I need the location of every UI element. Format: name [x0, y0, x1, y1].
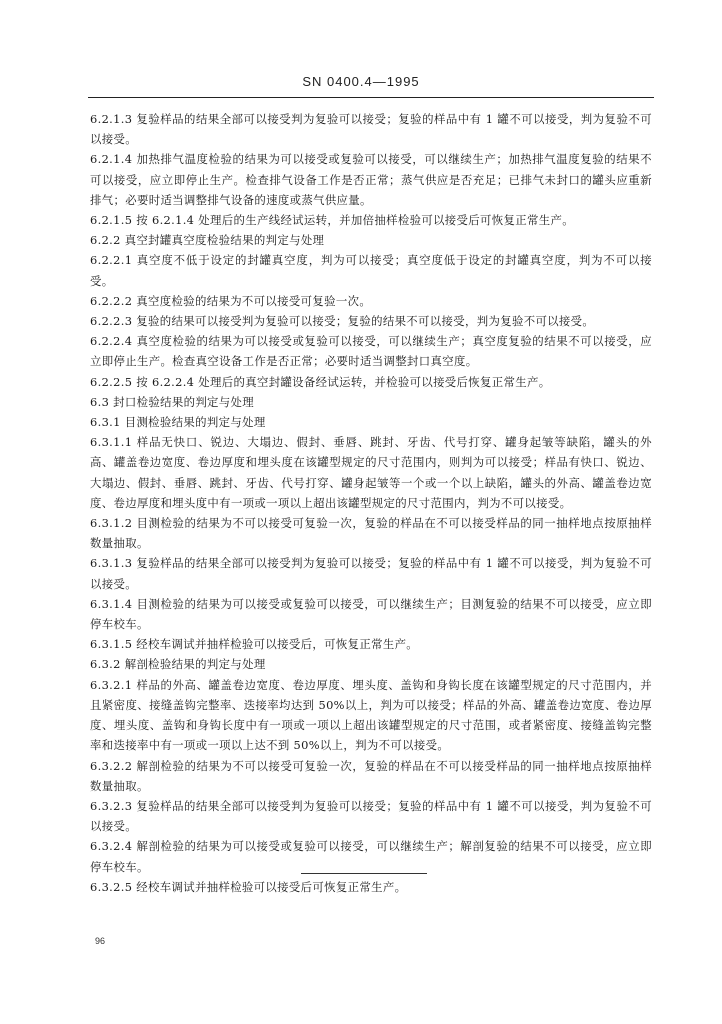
clause-6-3-1-1: 6.3.1.1 样品无快口、锐边、大塌边、假封、垂唇、跳封、牙齿、代号打穿、罐身起皱等缺陷，罐头的外高、罐盖卷边宽度、卷边厚度和埋头度在该罐型规定的尺寸范围内，则判为可以接受；样品有快口、锐边、大塌边、假封、垂唇、跳封、牙齿、代号打穿、罐身起皱等一个或一个以上缺陷，罐头的外高、罐盖卷边宽度、卷边厚度和埋头度中有一项或一项以上超出该罐型规定的尺寸范围内，判为不可以接受。 — [90, 435, 652, 510]
clause-6-2-2-5: 6.2.2.5 按 6.2.2.4 处理后的真空封罐设备经试运转，并检验可以接受后恢复正常生产。 — [90, 374, 551, 389]
clause-6-3-1-2: 6.3.1.2 目测检验的结果为不可以接受可复验一次，复验的样品在不可以接受样品的同一抽样地点按原抽样数量抽取。 — [90, 516, 652, 551]
section-6-3-heading: 6.3 封口检验结果的判定与处理 — [90, 394, 255, 409]
clause-6-3-2-3: 6.3.2.3 复验样品的结果全部可以接受判为复验可以接受；复验的样品中有 1 罐不可以接受，判为复验不可以接受。 — [90, 798, 652, 834]
clause-6-3-2-1: 6.3.2.1 样品的外高、罐盖卷边宽度、卷边厚度、埋头度、盖钩和身钩长度在该罐型规定的尺寸范围内，并且紧密度、接缝盖钩完整率、迭接率均达到 50%以上，判为可以接受；样品的外高、罐盖卷边宽度、卷边厚度、埋头度、盖钩和身钩长度中有一项或一项以上超出该罐型规定的尺寸范围，或者紧密度、接缝盖钩完整率和迭接率中有一项或一项以上达不到 50%以上，判为不可以接受。 — [90, 677, 652, 753]
page-number: 96 — [95, 936, 106, 946]
clause-6-3-2-4: 6.3.2.4 解剖检验的结果为可以接受或复验可以接受，可以继续生产；解剖复验的结果不可以接受，应立即停车校车。 — [90, 839, 652, 874]
clause-6-3-2-heading: 6.3.2 解剖检验结果的判定与处理 — [90, 657, 266, 672]
clause-6-3-1-4: 6.3.1.4 目测检验的结果为可以接受或复验可以接受，可以继续生产；目测复验的结果不可以接受，应立即停车校车。 — [90, 596, 652, 632]
clause-6-2-2-2: 6.2.2.2 真空度检验的结果为不可以接受可复验一次。 — [90, 293, 372, 308]
clause-6-2-2-4: 6.2.2.4 真空度检验的结果为可以接受或复验可以接受，可以继续生产；真空度复验的结果不可以接受，应立即停止生产。检查真空设备工作是否正常；必要时适当调整封口真空度。 — [90, 334, 652, 369]
clause-6-2-1-3: 6.2.1.3 复验样品的结果全部可以接受判为复验可以接受；复验的样品中有 1 罐不可以接受，判为复验不可以接受。 — [90, 112, 652, 147]
clause-6-3-2-2: 6.3.2.2 解剖检验的结果为不可以接受可复验一次，复验的样品在不可以接受样品的同一抽样地点按原抽样数量抽取。 — [90, 758, 652, 793]
end-rule — [301, 873, 427, 874]
header-rule — [88, 97, 654, 98]
clause-6-3-2-5: 6.3.2.5 经校车调试并抽样检验可以接受后可恢复正常生产。 — [90, 879, 407, 894]
clause-6-2-2-3: 6.2.2.3 复验的结果可以接受判为复验可以接受；复验的结果不可以接受，判为复验不可以接受。 — [90, 314, 595, 329]
clause-6-3-1-3: 6.3.1.3 复验样品的结果全部可以接受判为复验可以接受；复验的样品中有 1 罐不可以接受，判为复验不可以接受。 — [90, 556, 652, 591]
clause-6-3-1-5: 6.3.1.5 经校车调试并抽样检验可以接受后，可恢复正常生产。 — [90, 637, 419, 652]
clause-6-2-2-1: 6.2.2.1 真空度不低于设定的封罐真空度，判为可以接受；真空度低于设定的封罐真空度，判为不可以接受。 — [90, 253, 652, 288]
clause-6-2-2-heading: 6.2.2 真空封罐真空度检验结果的判定与处理 — [90, 233, 325, 248]
clause-6-2-1-4: 6.2.1.4 加热排气温度检验的结果为可以接受或复验可以接受，可以继续生产；加热排气温度复验的结果不可以接受，应立即停止生产。检查排气设备工作是否正常；蒸气供应是否充足；已排气未封口的罐头应重新排气；必要时适当调整排气设备的速度或蒸气供应量。 — [90, 152, 652, 207]
standard-code: SN 0400.4—1995 — [302, 74, 420, 89]
document-body — [90, 109, 652, 897]
clause-6-3-1-heading: 6.3.1 目测检验结果的判定与处理 — [90, 415, 266, 430]
clause-6-2-1-5: 6.2.1.5 按 6.2.1.4 处理后的生产线经试运转，并加倍抽样检验可以接受后可恢复正常生产。 — [90, 213, 574, 228]
